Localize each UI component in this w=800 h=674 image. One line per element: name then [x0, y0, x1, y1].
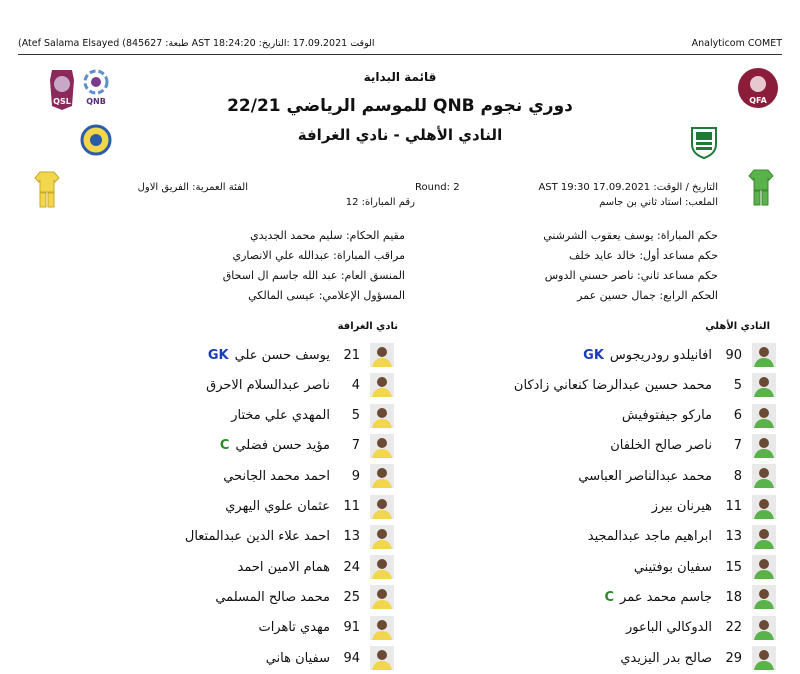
player-row	[225, 493, 394, 521]
player-photo	[752, 616, 776, 640]
player-name: مؤيد حسن فضلي	[235, 438, 330, 454]
player-number: 91	[343, 620, 360, 636]
player-photo	[752, 585, 776, 609]
player-name: افانيلدو رودريجوس	[609, 347, 712, 363]
player-name: المهدي علي مختار	[231, 408, 330, 424]
player-name: احمد علاء الدين عبدالمتعال	[184, 529, 330, 545]
home-kit	[748, 168, 774, 208]
player-name: سفيان هاني	[265, 650, 330, 666]
player-name: هيرنان بيرز	[651, 499, 712, 514]
player-row	[208, 341, 394, 369]
away-kit	[34, 170, 60, 210]
captain-badge: C	[604, 589, 615, 605]
age-group: الفئة العمرية: الفريق الاول	[137, 182, 248, 193]
player-number: 94	[343, 650, 360, 666]
player-name: ماركو جيفتوفيش	[621, 408, 712, 424]
player-row	[610, 432, 776, 460]
match-title: النادي الأهلي - نادي الغرافة	[297, 126, 503, 144]
player-number: 90	[725, 347, 742, 363]
player-name: مهدي تاهرات	[258, 620, 330, 636]
qnb-text: QNB	[86, 97, 106, 106]
qsl-text: QSL	[53, 97, 71, 106]
player-row	[605, 583, 777, 611]
qnb-logo	[80, 68, 112, 112]
player-row	[206, 371, 394, 399]
goalkeeper-badge: GK	[583, 347, 604, 363]
player-name: يوسف حسن علي	[234, 347, 330, 363]
player-photo	[752, 343, 776, 367]
player-photo	[752, 555, 776, 579]
player-name: الدوكالي الباعور	[626, 620, 712, 636]
player-row	[258, 614, 394, 642]
player-photo	[370, 555, 394, 579]
player-number: 5	[351, 408, 360, 424]
away-team-heading: نادي الغرافة	[337, 321, 398, 332]
player-name: محمد عبدالناصر العباسي	[578, 468, 712, 484]
player-number: 13	[725, 529, 742, 545]
player-row	[215, 583, 394, 611]
gharafa-crest	[80, 122, 112, 158]
player-photo	[752, 525, 776, 549]
player-photo	[370, 495, 394, 519]
player-row	[231, 402, 394, 430]
player-name: محمد حسين عبدالرضا كنعاني زادكان	[513, 377, 712, 393]
player-number: 29	[725, 650, 742, 666]
player-number: 9	[351, 468, 360, 484]
player-row	[588, 523, 776, 551]
player-row	[583, 341, 776, 369]
player-number: 15	[725, 559, 742, 575]
player-photo	[752, 646, 776, 670]
qfa-logo	[736, 66, 780, 110]
document-title: قائمة البداية	[363, 70, 437, 84]
match-commissioner: مراقب المباراة: عبدالله علي الانصاري	[232, 249, 405, 262]
player-number: 8	[733, 468, 742, 484]
system-name: Analyticom COMET	[691, 38, 782, 49]
player-row	[238, 553, 394, 581]
player-row	[223, 462, 394, 490]
player-row	[622, 402, 776, 430]
match-round: Round: 2	[415, 182, 460, 193]
player-row	[220, 432, 394, 460]
player-row	[652, 493, 776, 521]
fourth-official: الحكم الرابع: جمال حسين عمر	[577, 289, 718, 302]
match-stadium: الملعب: استاد ثاني بن جاسم	[599, 197, 718, 208]
player-number: 18	[725, 589, 742, 605]
captain-badge: C	[219, 438, 230, 454]
player-number: 5	[733, 377, 742, 393]
player-row	[514, 371, 776, 399]
player-number: 7	[733, 438, 742, 454]
player-photo	[370, 616, 394, 640]
player-photo	[370, 434, 394, 458]
player-row	[620, 644, 776, 672]
player-photo	[370, 585, 394, 609]
player-photo	[370, 646, 394, 670]
player-number: 21	[343, 347, 360, 363]
player-row	[578, 462, 776, 490]
ahli-crest	[688, 124, 720, 160]
player-photo	[370, 525, 394, 549]
player-number: 24	[343, 559, 360, 575]
qfa-text: QFA	[749, 96, 767, 105]
player-number: 7	[351, 438, 360, 454]
player-name: صالح بدر اليزيدي	[620, 650, 712, 666]
player-photo	[752, 434, 776, 458]
player-row	[634, 553, 776, 581]
player-name: همام الامين احمد	[237, 559, 330, 575]
assistant-referee-1: حكم مساعد أول: خالد عايد خلف	[569, 249, 718, 262]
print-info: (Atef Salama Elsayed (845627 :طبعة AST 18:24:20 :الوقت 17.09.2021 :التاريخ	[18, 38, 375, 49]
player-number: 22	[725, 620, 742, 636]
print-header	[18, 38, 782, 55]
player-photo	[752, 373, 776, 397]
player-row	[185, 523, 394, 551]
home-team-heading: النادي الأهلي	[705, 321, 770, 332]
player-name: ناصر صالح الخلفان	[610, 438, 712, 454]
match-number: رقم المباراة: 12	[345, 197, 415, 208]
referee-assessor: مقيم الحكام: سليم محمد الجديدي	[250, 229, 405, 242]
player-photo	[752, 464, 776, 488]
player-row	[266, 644, 394, 672]
player-photo	[370, 373, 394, 397]
player-name: سفيان بوفتيني	[633, 559, 712, 575]
player-name: عثمان علوي اليهري	[225, 499, 330, 514]
player-number: 4	[351, 377, 360, 393]
assistant-referee-2: حكم مساعد ثاني: ناصر حسني الدوس	[544, 269, 718, 282]
player-photo	[370, 343, 394, 367]
player-name: ناصر عبدالسلام الاحرق	[206, 377, 330, 393]
player-photo	[752, 495, 776, 519]
player-number: 11	[725, 499, 742, 514]
player-number: 25	[343, 589, 360, 605]
goalkeeper-badge: GK	[207, 347, 229, 363]
player-photo	[370, 404, 394, 428]
player-photo	[752, 404, 776, 428]
general-coordinator: المنسق العام: عبد الله جاسم ال اسحاق	[222, 269, 405, 282]
player-number: 13	[343, 529, 360, 545]
league-title: دوري نجوم QNB للموسم الرياضي 22/21	[227, 96, 573, 116]
player-number: 11	[343, 499, 360, 514]
player-name: احمد محمد الجانحي	[223, 468, 330, 484]
player-name: جاسم محمد عمر	[620, 589, 712, 605]
player-name: محمد صالح المسلمي	[215, 589, 330, 605]
match-datetime: التاريخ / الوقت: AST 19:30 17.09.2021	[538, 182, 718, 193]
player-photo	[370, 464, 394, 488]
media-officer: المسؤول الإعلامي: عيسى المالكي	[248, 289, 405, 302]
player-number: 6	[733, 408, 742, 424]
player-name: ابراهيم ماجد عبدالمجيد	[587, 529, 712, 545]
qsl-logo	[46, 66, 78, 112]
player-row	[626, 614, 776, 642]
referee: حكم المباراة: يوسف يعقوب الشرشني	[543, 229, 718, 242]
